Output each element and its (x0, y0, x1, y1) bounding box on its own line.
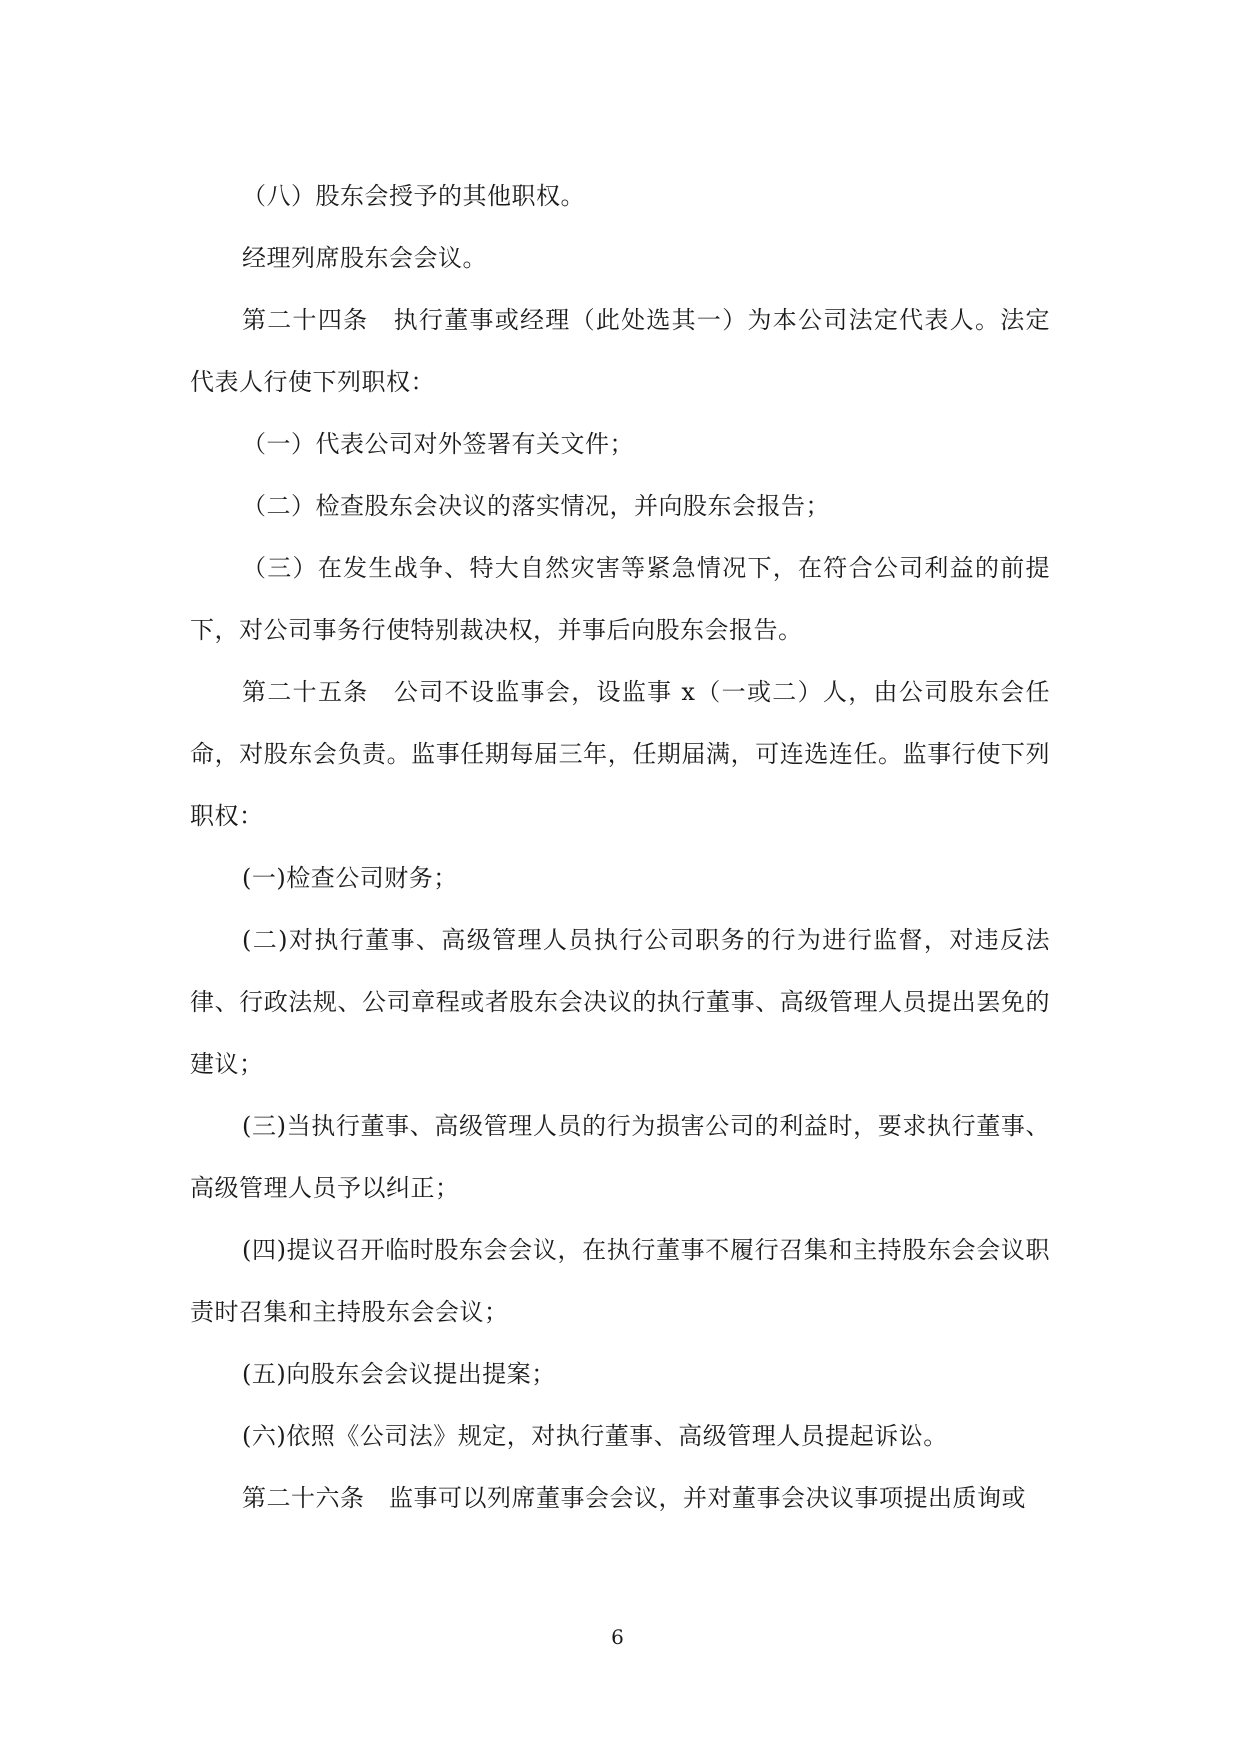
paragraph: (三)当执行董事、高级管理人员的行为损害公司的利益时，要求执行董事、高级管理人员予以纠正； (190, 1112, 1050, 1202)
document-body (190, 165, 1050, 1529)
paragraph: （一）代表公司对外签署有关文件； (242, 430, 634, 458)
paragraph: （三）在发生战争、特大自然灾害等紧急情况下，在符合公司利益的前提下，对公司事务行使特别裁决权，并事后向股东会报告。 (190, 554, 1050, 644)
page-number: 6 (611, 1625, 624, 1649)
paragraph: (四)提议召开临时股东会会议，在执行董事不履行召集和主持股东会会议职责时召集和主持股东会会议； (190, 1236, 1050, 1326)
paragraph: (二)对执行董事、高级管理人员执行公司职务的行为进行监督，对违反法律、行政法规、公司章程或者股东会决议的执行董事、高级管理人员提出罢免的建议； (190, 926, 1050, 1078)
paragraph: 经理列席股东会会议。 (242, 244, 487, 272)
paragraph: (一)检查公司财务； (242, 864, 458, 892)
paragraph: （二）检查股东会决议的落实情况，并向股东会报告； (242, 492, 830, 520)
article-24: 第二十四条 执行董事或经理（此处选其一）为本公司法定代表人。法定代表人行使下列职权： (190, 306, 1050, 396)
paragraph: (六)依照《公司法》规定，对执行董事、高级管理人员提起诉讼。 (242, 1422, 948, 1450)
paragraph: （八）股东会授予的其他职权。 (242, 182, 585, 210)
article-25: 第二十五条 公司不设监事会，设监事 x（一或二）人，由公司股东会任命，对股东会负责。监事任期每届三年，任期届满，可连选连任。监事行使下列职权： (190, 678, 1050, 830)
paragraph: (五)向股东会会议提出提案； (242, 1360, 556, 1388)
article-26: 第二十六条 监事可以列席董事会会议，并对董事会决议事项提出质询或 (242, 1484, 1026, 1512)
